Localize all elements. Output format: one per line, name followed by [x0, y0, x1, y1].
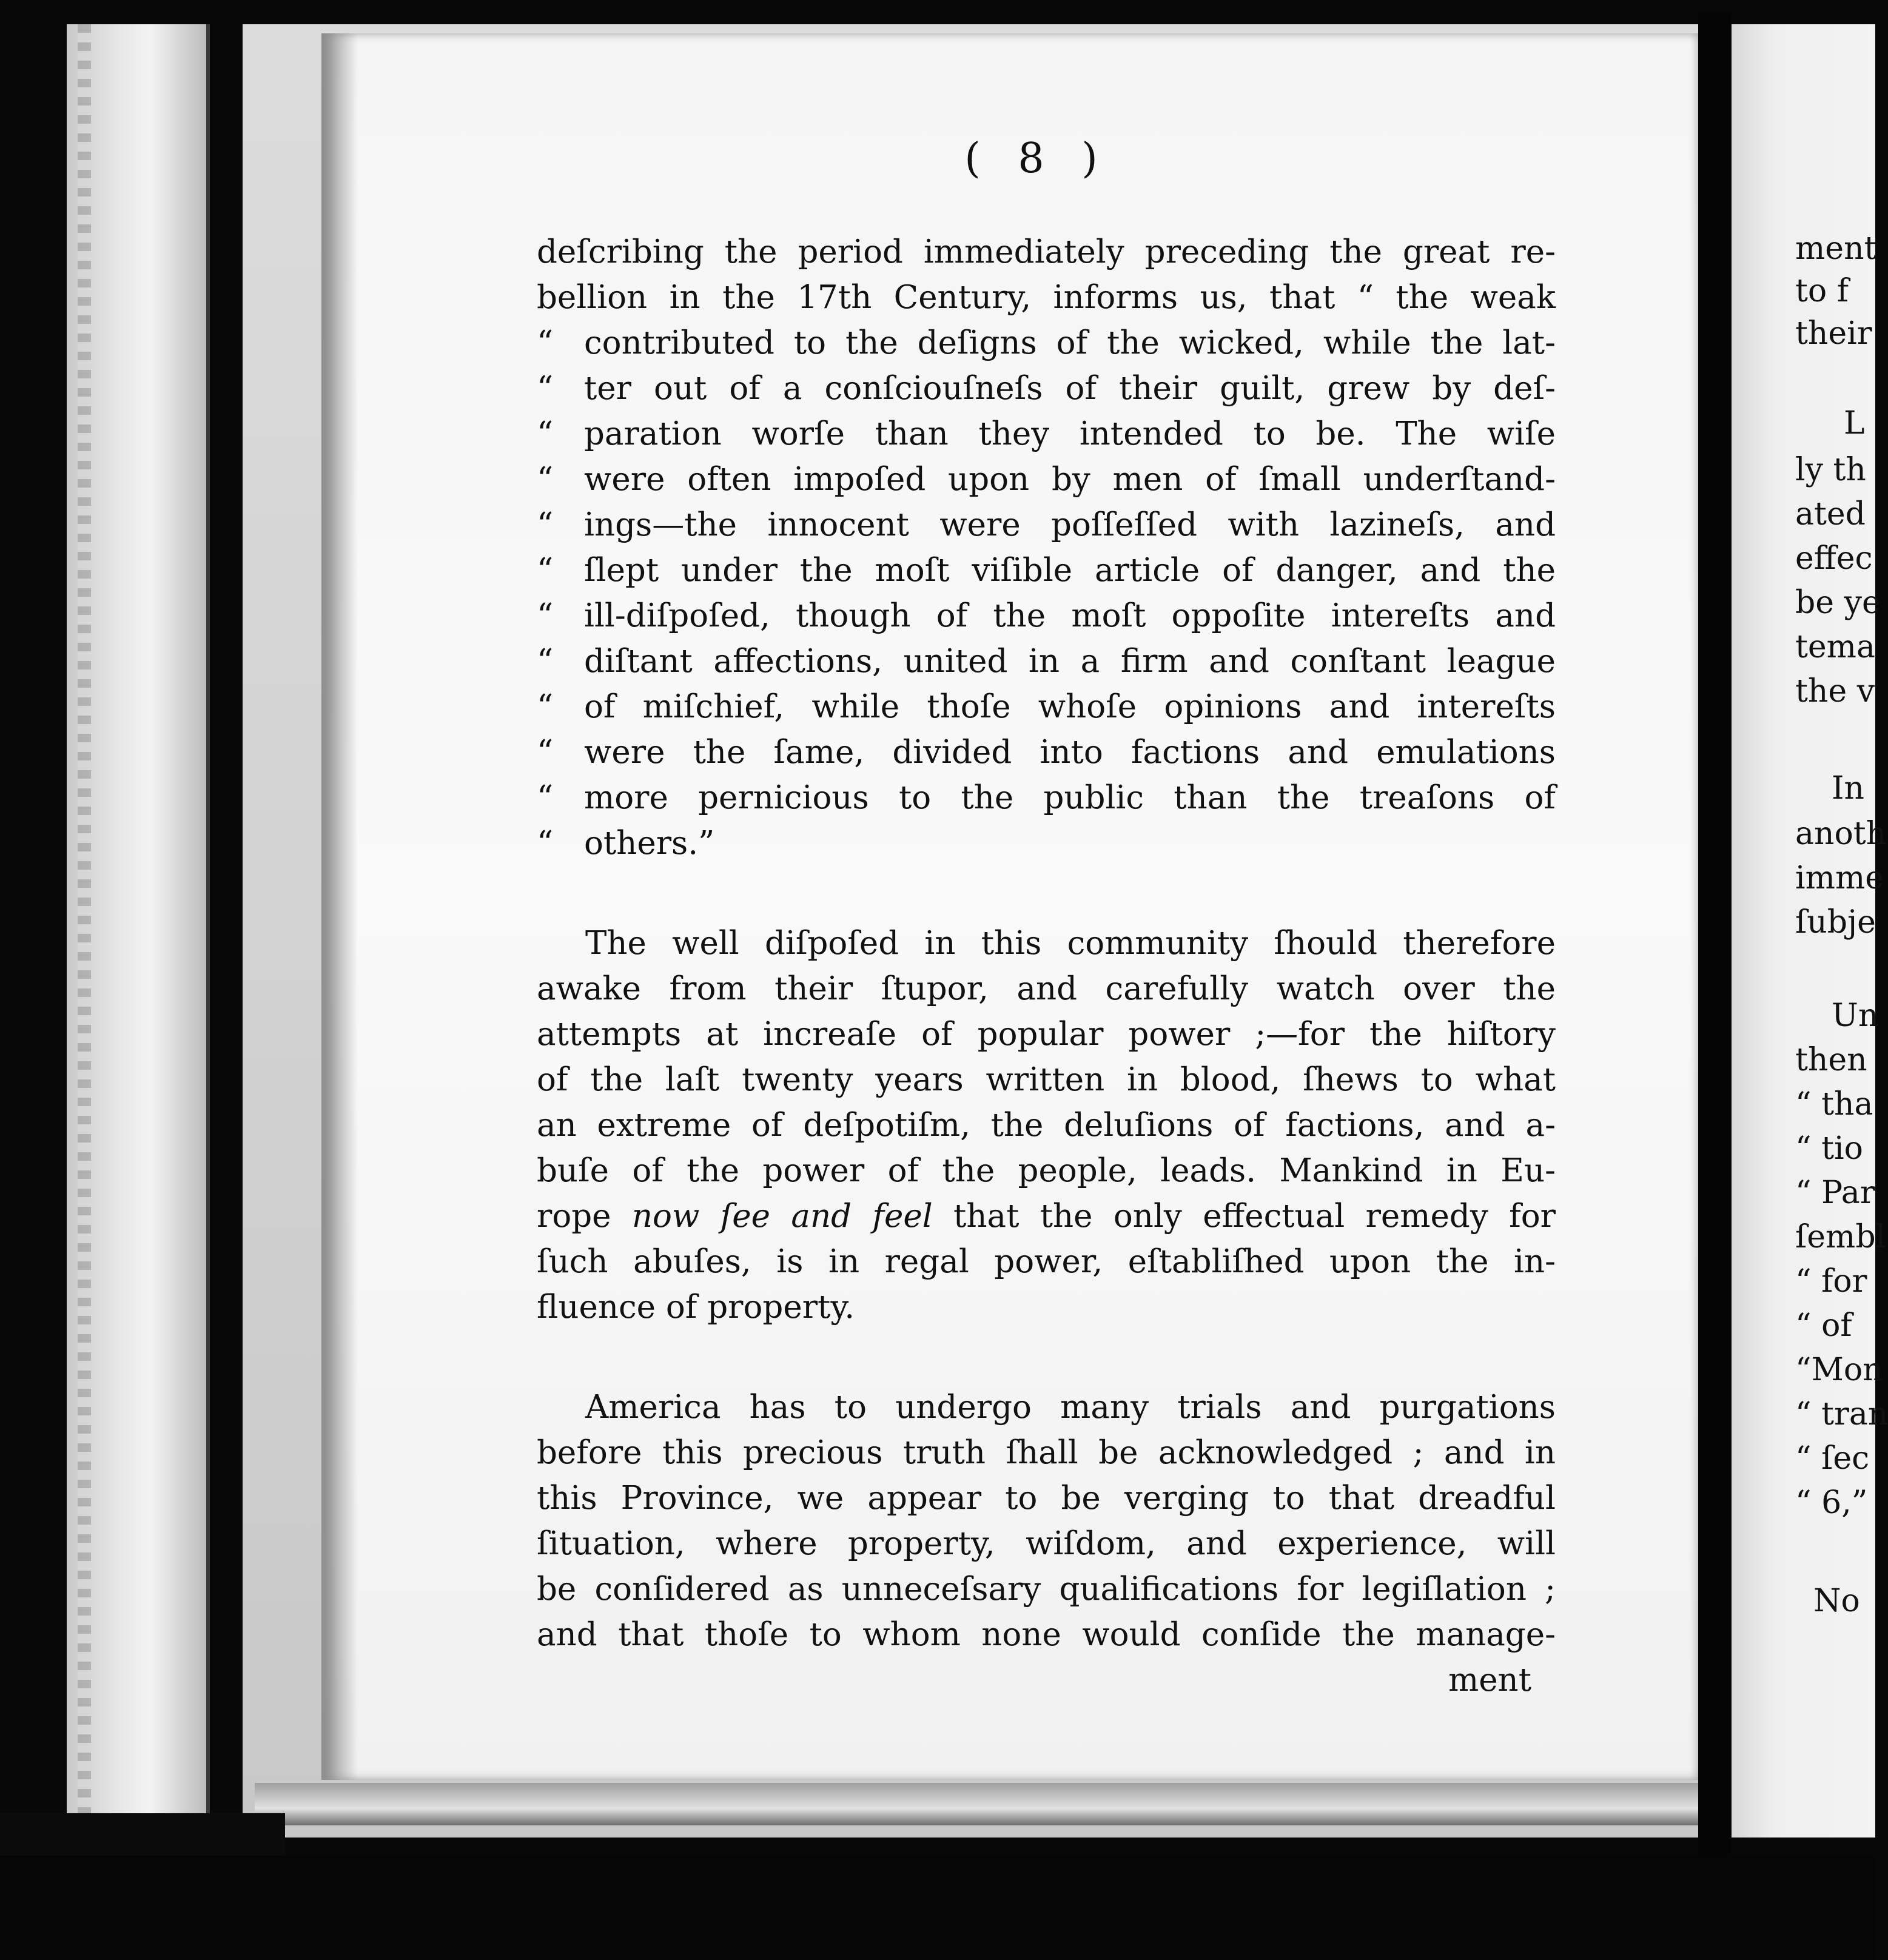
quote-mark: “	[537, 643, 554, 680]
quoted-line: “ ter out of a conſciouſneſs of their guilt, grew by deſ-	[537, 366, 1556, 411]
facing-text-line: “Mon	[1795, 1352, 1883, 1388]
quoted-line: “ were often impoſed upon by men of ſmall underſtand-	[537, 457, 1556, 502]
text-line: be conſidered as unneceſsary qualifications for legiſlation ;	[537, 1571, 1556, 1608]
page-fold-shadow	[321, 33, 358, 1780]
facing-text-line: ſubje	[1795, 904, 1876, 941]
facing-text-line: “ ſec	[1795, 1440, 1870, 1477]
facing-text-line: their	[1795, 315, 1872, 352]
quote-mark: “	[537, 688, 554, 725]
page-number: ( 8 )	[964, 135, 1110, 183]
facing-text-line: “ of	[1795, 1307, 1852, 1344]
facing-text-line: “ Par	[1795, 1175, 1875, 1211]
text-line: and that thoſe to whom none would conſide the manage-	[537, 1616, 1556, 1653]
facing-text-line: L	[1844, 405, 1865, 441]
facing-text-line: then	[1795, 1042, 1867, 1078]
facing-text-line: ated	[1795, 496, 1866, 532]
quoted-line: “ paration worſe than they intended to be. The wiſe	[537, 411, 1556, 457]
facing-text-line: In	[1832, 770, 1865, 807]
text-line: fluence of property.	[537, 1289, 855, 1326]
quoted-line: “ of miſchief, while thoſe whoſe opinions and intereſts	[537, 684, 1556, 730]
facing-text-line: “ tran	[1795, 1396, 1888, 1432]
page-text	[537, 229, 1556, 1703]
text-line: The well diſpoſed in this community ſhould therefore	[585, 925, 1556, 962]
facing-text-line: No	[1813, 1583, 1860, 1619]
facing-text-line: be ye	[1795, 585, 1881, 621]
quote-mark: “	[537, 370, 554, 407]
text-line: this Province, we appear to be verging to that dreadful	[537, 1480, 1556, 1517]
facing-text-line: to f	[1795, 273, 1849, 309]
facing-text-line: ly th	[1795, 452, 1866, 488]
text-line: buſe of the power of the people, leads. Mankind in Eu-	[537, 1152, 1556, 1189]
facing-text-line: ſembl	[1795, 1219, 1886, 1255]
text-line: attempts at increaſe of popular power ;—for the hiſtory	[537, 1016, 1556, 1053]
quoted-line: “ more pernicious to the public than the treaſons of	[537, 775, 1556, 821]
quote-mark: “	[537, 506, 554, 543]
quote-mark: “	[537, 415, 554, 452]
quoted-line: “ were the ſame, divided into factions and emulations	[537, 730, 1556, 775]
quote-mark: “	[537, 324, 554, 361]
facing-text-line: imme	[1795, 860, 1884, 896]
text-line: of the laſt twenty years written in blood, ſhews to what	[537, 1061, 1556, 1098]
facing-text-line: the v	[1795, 673, 1875, 710]
facing-text-line: effec	[1795, 540, 1873, 577]
facing-text-line: “ 6,”	[1795, 1485, 1868, 1521]
quote-mark: “	[537, 461, 554, 498]
text-line: America has to undergo many trials and purgations	[585, 1389, 1556, 1426]
quoted-line: “ others.”	[537, 821, 1556, 866]
text-line: rope now ſee and feel that the only effectual remedy for	[537, 1198, 1556, 1235]
quoted-line: “ ſlept under the moſt viſible article of danger, and the	[537, 548, 1556, 593]
text-line: ſuch abuſes, is in regal power, eſtabliſhed upon the in-	[537, 1243, 1556, 1280]
page-stack-edge	[255, 1783, 1698, 1825]
quoted-line: “ contributed to the deſigns of the wicked, while the lat-	[537, 320, 1556, 366]
quoted-line: “ ill-diſpoſed, though of the moſt oppoſite intereſts and	[537, 593, 1556, 639]
quoted-line: “ ings—the innocent were poſſeſſed with lazineſs, and	[537, 502, 1556, 548]
scan-border	[0, 1813, 285, 1862]
italic-emphasis: now ſee and feel	[631, 1198, 933, 1235]
paragraph-gap	[537, 866, 1556, 921]
text-line: deſcribing the period immediately preceding the great re-	[537, 233, 1556, 270]
facing-text-line: ment	[1795, 230, 1877, 267]
facing-text-line: anoth	[1795, 816, 1887, 852]
text-line: awake from their ſtupor, and carefully watch over the	[537, 970, 1556, 1007]
quote-mark: “	[537, 825, 554, 862]
facing-text-line: Un	[1832, 998, 1879, 1034]
facing-text-line: “ for	[1795, 1263, 1867, 1300]
paragraph-gap	[537, 1330, 1556, 1384]
quote-mark: “	[537, 779, 554, 816]
catchword: ment	[1448, 1662, 1531, 1699]
text-line: ſituation, where property, wiſdom, and experience, will	[537, 1525, 1556, 1562]
text-line: bellion in the 17th Century, informs us, that “ the weak	[537, 279, 1556, 316]
text-line: before this precious truth ſhall be acknowledged ; and in	[537, 1434, 1556, 1471]
quoted-line: “ diſtant affections, united in a firm and conſtant league	[537, 639, 1556, 684]
quote-mark: “	[537, 597, 554, 634]
scan-border-bottom	[0, 1856, 1875, 1960]
quote-mark: “	[537, 734, 554, 771]
facing-text-line: tema	[1795, 629, 1875, 665]
text-line: an extreme of deſpotiſm, the deluſions of factions, and a-	[537, 1107, 1556, 1144]
facing-text-line: “ tha	[1795, 1086, 1873, 1123]
left-book-edge	[67, 24, 210, 1813]
book-gutter	[1698, 12, 1732, 1874]
quote-mark: “	[537, 552, 554, 589]
facing-text-line: “ tio	[1795, 1130, 1863, 1167]
